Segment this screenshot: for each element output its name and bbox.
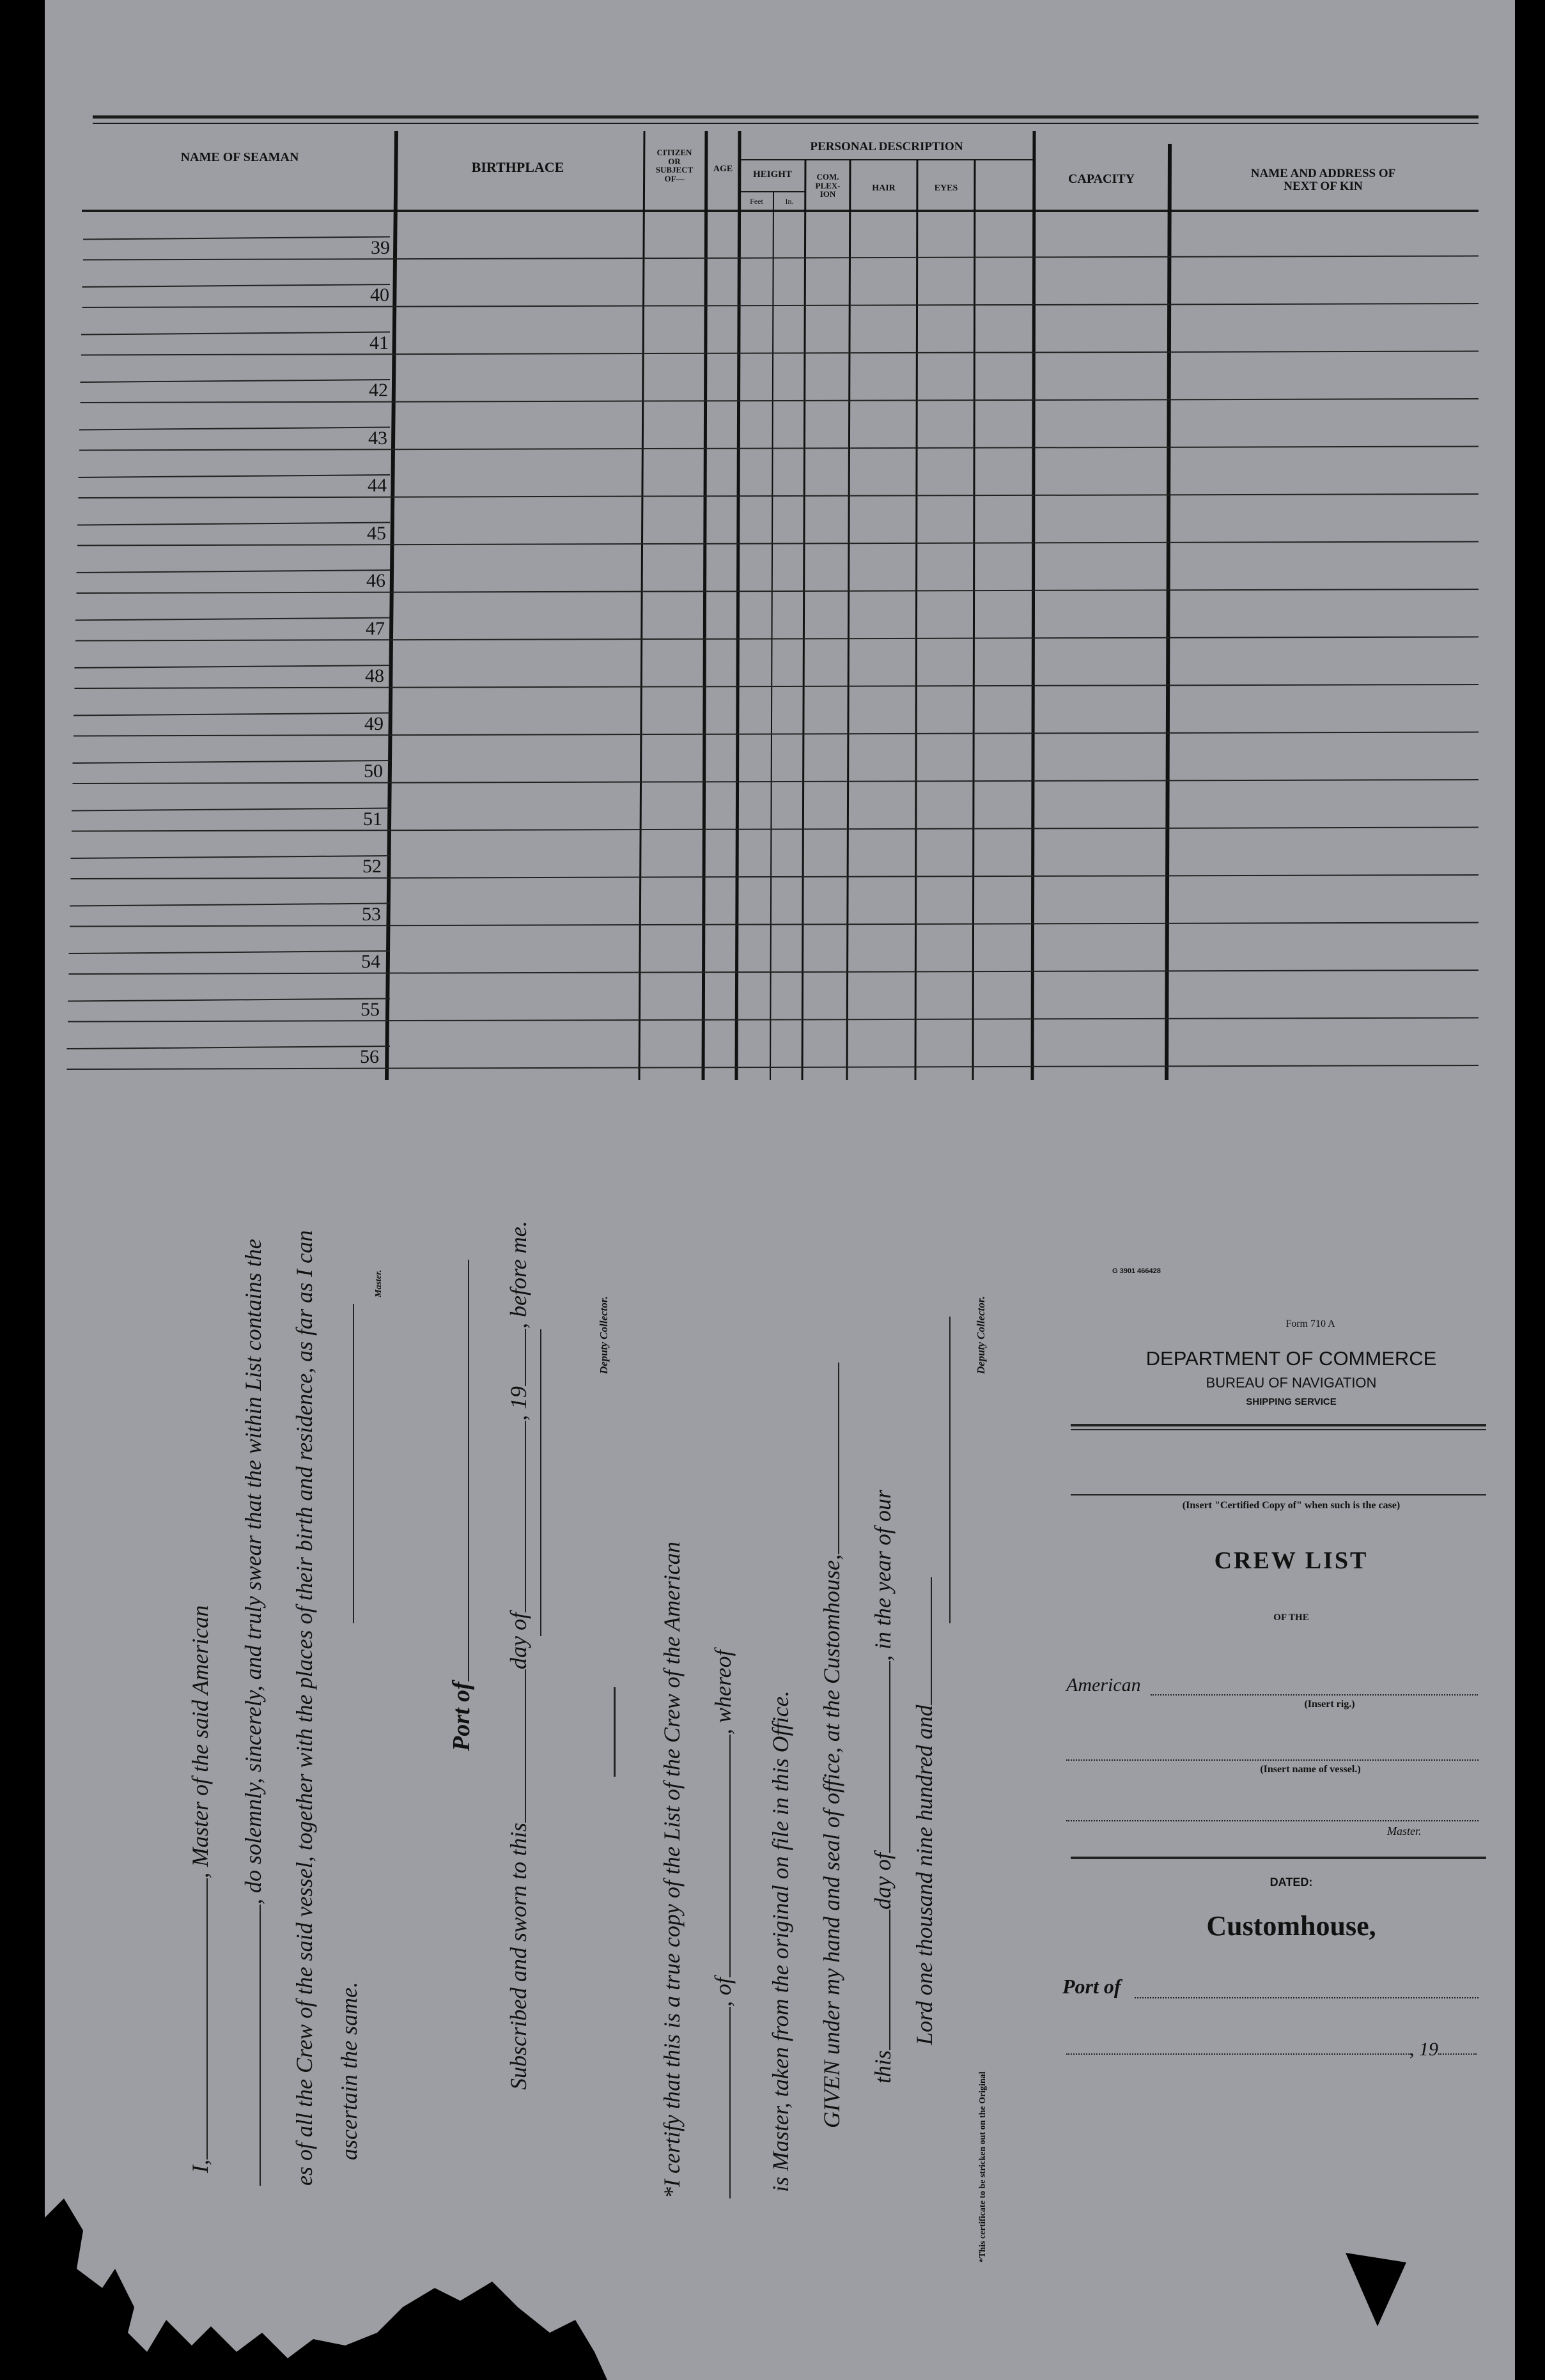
row-number: 51	[363, 808, 382, 830]
table-row-rule	[79, 494, 1479, 498]
insert-rig-hint: (Insert rig.)	[1304, 1699, 1355, 1710]
date-field[interactable]	[1066, 2053, 1411, 2055]
table-row-rule	[70, 923, 1479, 927]
cover-rule-3	[1071, 1857, 1486, 1859]
name-entry-rule	[82, 284, 391, 287]
certify-line-1: *I certify that this is a true copy of the List of the Crew of the American	[659, 1542, 685, 2198]
deputy-collector-label-1: Deputy Collector.	[598, 1296, 610, 1374]
row-number: 45	[367, 522, 386, 544]
port-of-label-left: Port of	[447, 1260, 476, 1751]
col-header-personal-description: PERSONAL DESCRIPTION	[810, 140, 963, 153]
table-row-rule	[69, 970, 1479, 974]
row-number: 54	[361, 951, 380, 972]
col-header-hair: HAIR	[872, 183, 896, 193]
vessel-name-field[interactable]	[1066, 1759, 1479, 1761]
table-row-rule	[77, 542, 1479, 546]
subscribed-line: Subscribed and sworn to thisday of, 19, before me.	[506, 1221, 531, 2090]
cover-port-of-label: Port of	[1062, 1975, 1121, 1998]
col-header-inches: In.	[785, 197, 794, 206]
col-header-capacity: CAPACITY	[1068, 172, 1135, 186]
col-header-age: AGE	[713, 164, 733, 174]
of-the-label: OF THE	[1273, 1612, 1309, 1623]
oath-line-2: , do solemnly, sincerely, and truly swear that the within List contains the	[240, 1239, 267, 2186]
table-row-rule	[75, 637, 1479, 641]
department-title: DEPARTMENT OF COMMERCE	[1145, 1347, 1437, 1370]
table-row-rule	[75, 684, 1479, 688]
certify-line-5: thisday of, in the year of our	[870, 1490, 896, 2083]
row-number: 56	[360, 1046, 379, 1067]
oath-line-3: es of all the Crew of the said vessel, together with the places of their birth and residence, as far as I can	[291, 1230, 317, 2186]
master-field[interactable]	[1066, 1820, 1479, 1821]
row-number: 55	[361, 998, 380, 1020]
name-entry-rule	[83, 237, 390, 240]
col-header-height: HEIGHT	[753, 169, 792, 180]
col-header-feet: Feet	[750, 197, 763, 206]
port-field[interactable]	[1135, 1997, 1479, 1998]
insert-vessel-hint: (Insert name of vessel.)	[1260, 1764, 1361, 1775]
oath-line-4: ascertain the same.	[336, 1982, 362, 2160]
oath-line-1: I,, Master of the said American	[187, 1605, 213, 2173]
master-signature-line	[353, 1304, 354, 1623]
row-number: 48	[365, 665, 384, 686]
table-row-rule	[81, 399, 1479, 403]
table-row-rule	[77, 589, 1479, 593]
table-row-rule	[72, 828, 1479, 831]
cover-master-label: Master.	[1387, 1825, 1422, 1837]
deputy-collector-label-2: Deputy Collector.	[975, 1296, 987, 1374]
row-number: 50	[364, 761, 383, 782]
row-number: 42	[369, 380, 388, 401]
deputy-collector-line-2	[949, 1317, 951, 1623]
deputy-collector-line-1	[540, 1329, 541, 1636]
col-header-citizen: CITIZEN OR SUBJECT OF—	[655, 148, 694, 183]
row-number: 41	[369, 332, 389, 353]
table-row-rule	[82, 304, 1479, 307]
col-header-name: NAME OF SEAMAN	[180, 150, 299, 164]
master-label: Master.	[374, 1269, 384, 1297]
table-row-rule	[79, 447, 1479, 451]
cover-rule-2	[1071, 1429, 1486, 1430]
certify-line-4: GIVEN under my hand and seal of office, at the Customhouse,	[818, 1363, 845, 2128]
table-row-rule	[74, 732, 1479, 736]
american-label: American	[1066, 1674, 1141, 1696]
table-row-rule	[81, 352, 1479, 355]
rig-field[interactable]	[1151, 1694, 1478, 1696]
section-divider	[614, 1687, 616, 1777]
certified-copy-line	[1071, 1494, 1486, 1495]
row-number: 46	[366, 570, 385, 591]
strike-out-note: *This certificate to be stricken out on the Original	[978, 2071, 988, 2262]
cover-rule-1	[1071, 1424, 1486, 1426]
year-field[interactable]	[1438, 2053, 1477, 2055]
col-header-eyes: EYES	[934, 183, 958, 193]
crew-list-title: CREW LIST	[1214, 1547, 1369, 1574]
row-number: 40	[370, 284, 389, 305]
certify-line-2: , of, whereof	[710, 1650, 736, 2198]
row-number: 52	[362, 856, 382, 877]
row-number: 43	[368, 427, 387, 449]
table-row-rule	[68, 1018, 1479, 1022]
table-row-rule	[73, 780, 1479, 784]
corner-mark	[1342, 2250, 1413, 2333]
table-row-rule	[71, 875, 1479, 879]
print-code: G 3901 466428	[1112, 1267, 1161, 1275]
table-row-rule	[67, 1065, 1479, 1069]
certify-line-3: is Master, taken from the original on file in this Office.	[768, 1690, 793, 2192]
form-sheet	[45, 0, 1515, 2380]
crew-table-grid	[45, 0, 1515, 1099]
row-number: 49	[364, 713, 384, 734]
dated-label: DATED:	[1269, 1876, 1313, 1889]
row-number: 39	[371, 236, 390, 258]
cover-year-label: , 19	[1409, 2039, 1438, 2060]
table-row-rule	[83, 256, 1479, 260]
form-number: Form 710 A	[1285, 1318, 1335, 1329]
row-number: 47	[366, 617, 385, 639]
certify-line-6: Lord one thousand nine hundred and	[911, 1577, 938, 2045]
bureau-title: BUREAU OF NAVIGATION	[1206, 1375, 1377, 1391]
col-header-next-of-kin: NAME AND ADDRESS OF NEXT OF KIN	[1250, 167, 1396, 193]
shipping-service: SHIPPING SERVICE	[1246, 1396, 1337, 1407]
torn-edge	[45, 2141, 684, 2380]
row-number: 53	[362, 903, 381, 925]
row-number: 44	[368, 475, 387, 496]
col-header-birthplace: BIRTHPLACE	[471, 159, 564, 175]
col-header-complexion: COM. PLEX- ION	[815, 172, 841, 199]
customhouse-title: Customhouse,	[1206, 1910, 1376, 1942]
certified-copy-hint: (Insert "Certified Copy of" when such is the case)	[1182, 1500, 1401, 1511]
